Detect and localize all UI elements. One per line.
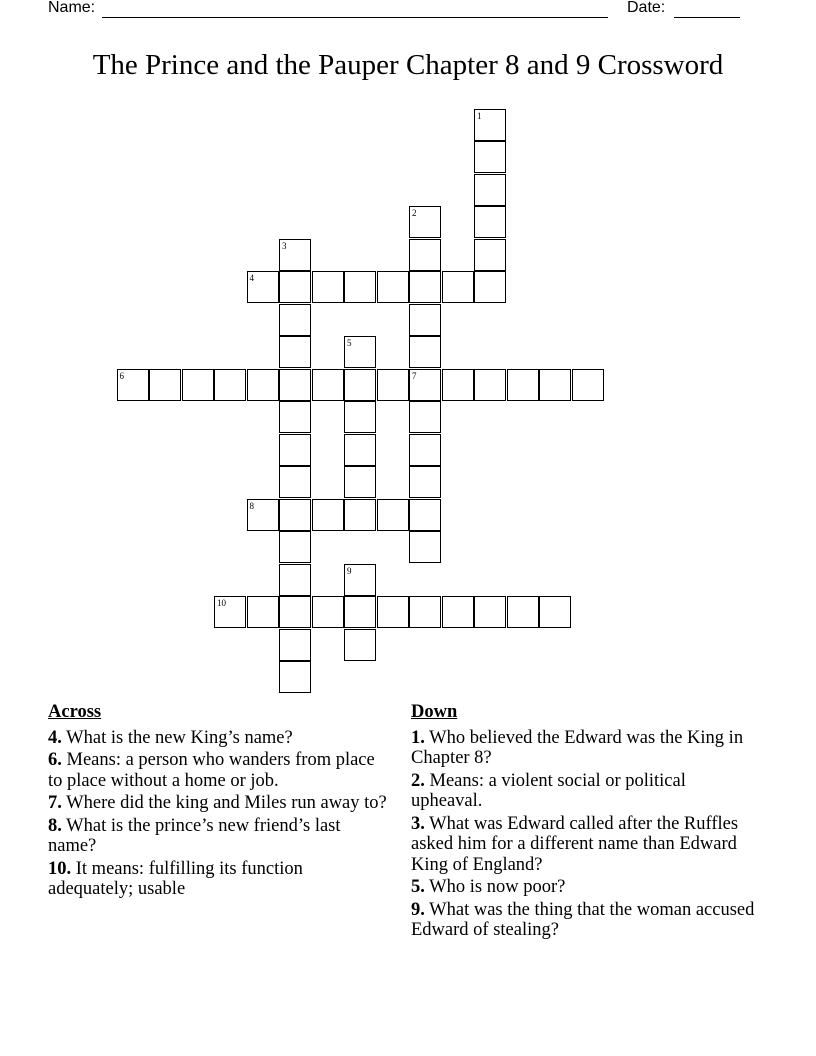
down-clue-5 — [411, 877, 761, 898]
crossword-cell[interactable] — [377, 499, 409, 531]
crossword-cell[interactable] — [279, 271, 311, 303]
crossword-cell[interactable] — [344, 466, 376, 498]
crossword-cell[interactable] — [279, 596, 311, 628]
clue-text: Means: a violent social or political upheaval. — [411, 770, 686, 811]
crossword-cell[interactable] — [572, 369, 604, 401]
crossword-cell[interactable] — [344, 401, 376, 433]
crossword-cell[interactable] — [214, 369, 246, 401]
crossword-cell[interactable] — [377, 271, 409, 303]
crossword-cell[interactable] — [409, 466, 441, 498]
crossword-cell[interactable] — [409, 401, 441, 433]
crossword-cell[interactable] — [442, 369, 474, 401]
clue-text: Who believed the Edward was the King in Chapter 8? — [411, 727, 744, 768]
crossword-cell[interactable] — [474, 206, 506, 238]
down-clue-1 — [411, 728, 761, 769]
cell-number: 9 — [347, 565, 352, 576]
clue-number: 4. — [48, 727, 62, 748]
crossword-cell[interactable] — [409, 304, 441, 336]
cell-number: 8 — [249, 500, 254, 511]
crossword-cell[interactable] — [377, 596, 409, 628]
crossword-cell[interactable] — [409, 369, 441, 401]
down-heading: Down — [411, 702, 458, 722]
crossword-cell[interactable] — [279, 336, 311, 368]
crossword-cell[interactable] — [312, 596, 344, 628]
crossword-cell[interactable] — [539, 596, 571, 628]
crossword-cell[interactable] — [409, 271, 441, 303]
down-clue-9 — [411, 900, 761, 941]
crossword-cell[interactable] — [409, 499, 441, 531]
crossword-cell[interactable] — [279, 369, 311, 401]
down-clue-2 — [411, 771, 761, 812]
crossword-cell[interactable] — [312, 369, 344, 401]
page-title: The Prince and the Pauper Chapter 8 and 9 Crossword — [92, 49, 724, 81]
clue-text: It means: fulfilling its function adequately; usable — [48, 858, 303, 899]
date-label: Date: — [627, 0, 666, 16]
crossword-cell[interactable] — [474, 369, 506, 401]
clue-number: 9. — [411, 899, 425, 920]
crossword-cell[interactable] — [344, 336, 376, 368]
crossword-cell[interactable] — [474, 271, 506, 303]
crossword-cell[interactable] — [149, 369, 181, 401]
crossword-cell[interactable] — [279, 466, 311, 498]
crossword-cell[interactable] — [474, 596, 506, 628]
cell-number: 3 — [282, 240, 287, 251]
name-label: Name: — [48, 0, 96, 16]
crossword-cell[interactable] — [247, 499, 279, 531]
cell-number: 5 — [347, 338, 352, 348]
cell-number: 10 — [217, 598, 226, 608]
clue-number: 3. — [411, 813, 425, 834]
crossword-cell[interactable] — [344, 271, 376, 303]
crossword-cell[interactable] — [279, 434, 311, 466]
crossword-cell[interactable] — [474, 141, 506, 173]
clue-number: 10. — [48, 858, 72, 879]
crossword-cell[interactable] — [409, 239, 441, 271]
crossword-cell[interactable] — [344, 499, 376, 531]
clue-text: What is the prince’s new friend’s last name? — [48, 815, 341, 856]
clue-text: Who is now poor? — [429, 877, 566, 897]
crossword-cell[interactable] — [279, 304, 311, 336]
crossword-cell[interactable] — [344, 564, 376, 596]
crossword-cell[interactable] — [312, 499, 344, 531]
crossword-cell[interactable] — [247, 596, 279, 628]
crossword-cell[interactable] — [344, 434, 376, 466]
clue-number: 8. — [48, 815, 62, 836]
cell-number: 6 — [119, 370, 124, 381]
across-clue-4 — [48, 728, 388, 749]
crossword-cell[interactable] — [442, 271, 474, 303]
crossword-cell[interactable] — [214, 596, 246, 628]
crossword-cell[interactable] — [117, 369, 149, 401]
clue-number: 2. — [411, 770, 425, 791]
crossword-cell[interactable] — [409, 206, 441, 238]
crossword-cell[interactable] — [539, 369, 571, 401]
clue-text: What was Edward called after the Ruffles asked him for a different name than Edward King of England? — [411, 813, 739, 875]
across-heading: Across — [48, 702, 102, 722]
crossword-cell[interactable] — [182, 369, 214, 401]
crossword-cell[interactable] — [507, 596, 539, 628]
clue-number: 6. — [48, 750, 62, 770]
crossword-cell[interactable] — [474, 239, 506, 271]
down-clues — [411, 702, 761, 943]
crossword-cell[interactable] — [312, 271, 344, 303]
crossword-cell[interactable] — [409, 531, 441, 563]
crossword-cell[interactable] — [247, 271, 279, 303]
across-clue-7 — [48, 793, 388, 814]
across-clues — [48, 702, 388, 902]
clue-number: 1. — [411, 727, 425, 748]
crossword-cell[interactable] — [279, 531, 311, 563]
clue-text: What is the new King’s name? — [66, 727, 293, 748]
crossword-cell[interactable] — [442, 596, 474, 628]
crossword-cell[interactable] — [279, 239, 311, 271]
crossword-cell[interactable] — [279, 629, 311, 661]
crossword-cell[interactable] — [344, 369, 376, 401]
clue-number: 5. — [411, 877, 425, 897]
cell-number: 2 — [412, 208, 417, 218]
clue-number: 7. — [48, 793, 62, 813]
down-clue-3 — [411, 814, 761, 876]
crossword-cell[interactable] — [279, 499, 311, 531]
crossword-cell[interactable] — [474, 174, 506, 206]
crossword-cell[interactable] — [279, 661, 311, 693]
across-clue-8 — [48, 816, 388, 857]
cell-number: 7 — [412, 370, 417, 381]
crossword-cell[interactable] — [377, 369, 409, 401]
crossword-cell[interactable] — [279, 564, 311, 596]
clue-text: Means: a person who wanders from place to place without a home or job. — [48, 750, 375, 791]
crossword-cell[interactable] — [474, 109, 506, 141]
across-clue-10 — [48, 859, 388, 900]
clue-text: Where did the king and Miles run away to? — [66, 793, 387, 813]
crossword-cell[interactable] — [344, 629, 376, 661]
across-clue-6 — [48, 750, 388, 791]
crossword-cell[interactable] — [279, 401, 311, 433]
crossword-cell[interactable] — [409, 596, 441, 628]
cell-number: 1 — [477, 110, 482, 121]
crossword-cell[interactable] — [507, 369, 539, 401]
crossword-cell[interactable] — [344, 596, 376, 628]
crossword-cell[interactable] — [247, 369, 279, 401]
clue-text: What was the thing that the woman accused Edward of stealing? — [411, 899, 755, 940]
crossword-cell[interactable] — [409, 434, 441, 466]
cell-number: 4 — [249, 273, 254, 283]
crossword-cell[interactable] — [409, 336, 441, 368]
